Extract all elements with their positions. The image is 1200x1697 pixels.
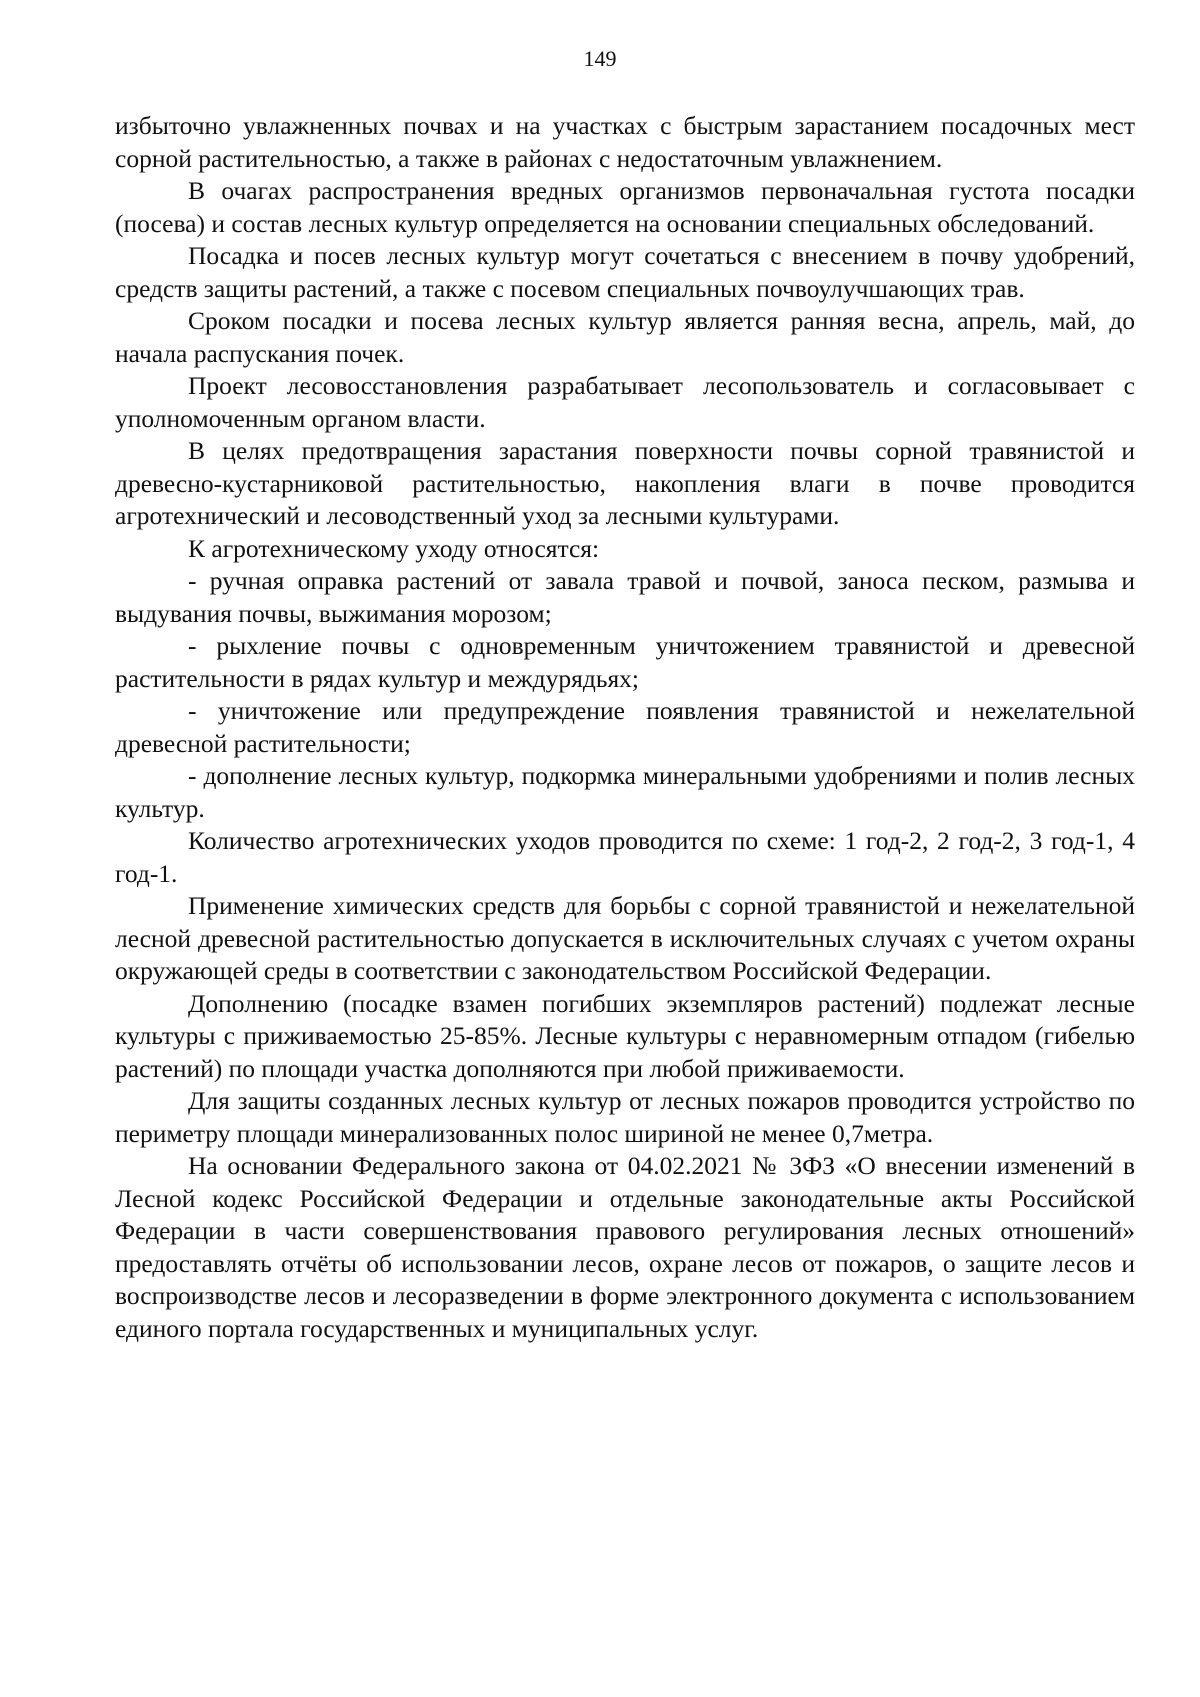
paragraph-reforestation-project: Проект лесовосстановления разрабатывает лесопользователь и согласовывает с уполномоченным органом власти.: [115, 371, 1135, 433]
paragraph-planting-period: Сроком посадки и посева лесных культур является ранняя весна, апрель, май, до начала распускания почек.: [115, 306, 1135, 368]
page-number: 149: [583, 46, 617, 71]
paragraph-federal-law: На основании Федерального закона от 04.02.2021 № 3ФЗ «О внесении изменений в Лесной кодекс Российской Федерации и отдельные законодательные акты Российской Федерации в части совершенствования правового регулирования лесных отношений» предоставлять отчёты об использовании лесов, охране лесов от пожаров, о защите лесов и воспроизводстве лесов и лесоразведении в форме электронного документа с использованием единого портала государственных и муниципальных услуг.: [115, 1151, 1135, 1343]
paragraph-chemical-means: Применение химических средств для борьбы с сорной травянистой и нежелательной лесной древесной растительностью допускается в исключительных случаях с учетом охраны окружающей среды в соответствии с законодательством Российской Федерации.: [115, 891, 1135, 985]
paragraph-pest-foci: В очагах распространения вредных организмов первоначальная густота посадки (посева) и состав лесных культур определяется на основании специальных обследований.: [115, 176, 1135, 238]
list-item-weed-control: - уничтожение или предупреждение появления травянистой и нежелательной древесной растительности;: [115, 696, 1135, 758]
list-item-manual-straightening: - ручная оправка растений от завала травой и почвой, заноса песком, размыва и выдувания почвы, выжимания морозом;: [115, 566, 1135, 628]
paragraph-fire-protection: Для защиты созданных лесных культур от лесных пожаров проводится устройство по периметру площади минерализованных полос шириной не менее 0,7метра.: [115, 1086, 1135, 1148]
paragraph-continuation: избыточно увлажненных почвах и на участках с быстрым зарастанием посадочных мест сорной растительностью, а также в районах с недостаточным увлажнением.: [115, 111, 1135, 173]
list-item-supplement-feeding: - дополнение лесных культур, подкормка минеральными удобрениями и полив лесных культур.: [115, 761, 1135, 823]
document-body: [115, 110, 1135, 1345]
list-item-loosening: - рыхление почвы с одновременным уничтожением травянистой и древесной растительности в рядах культур и междурядьях;: [115, 631, 1135, 693]
paragraph-fertilizers: Посадка и посев лесных культур могут сочетаться с внесением в почву удобрений, средств защиты растений, а также с посевом специальных почвоулучшающих трав.: [115, 241, 1135, 303]
paragraph-replanting: Дополнению (посадке взамен погибших экземпляров растений) подлежат лесные культуры с приживаемостью 25-85%. Лесные культуры с неравномерным отпадом (гибелью растений) по площади участка дополняются при любой приживаемости.: [115, 988, 1135, 1083]
paragraph-care-goals: В целях предотвращения зарастания поверхности почвы сорной травянистой и древесно-кустарниковой растительностью, накопления влаги в почве проводится агротехнический и лесоводственный уход за лесными культурами.: [115, 436, 1135, 530]
paragraph-care-schedule: Количество агротехнических уходов проводится по схеме: 1 год-2, 2 год-2, 3 год-1, 4 год-1.: [115, 826, 1135, 888]
paragraph-care-list-intro: К агротехническому уходу относятся:: [188, 533, 600, 563]
